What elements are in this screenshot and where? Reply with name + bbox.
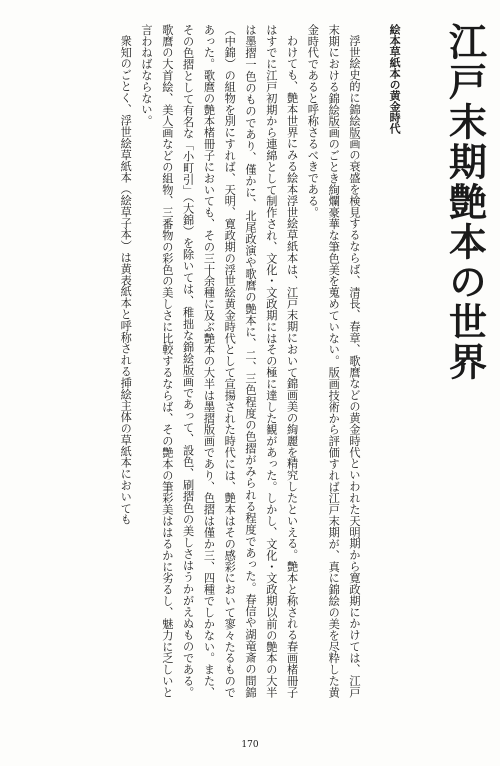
page-number: 170 bbox=[241, 740, 259, 750]
body-paragraph: 浮世絵史的に錦絵版画の衰盛を検見するならば、清長、春章、歌麿などの黄金時代といわれた天明期から寛政期にかけては、江戸末期における錦絵版画のごとき絢爛豪華な筆色美を蒐めていない。版画技術から評価すれば江戸末期が、真に錦絵の美を尽粋した黄金時代であると呼称さるべきである。 bbox=[306, 24, 361, 698]
article-title: 江戸末期艶本の世界 bbox=[442, 22, 488, 382]
body-paragraph: 衆知のごとく、浮世絵草紙本（絵草子本）は黄表紙本と呼称される挿絵主体の草紙本においても bbox=[119, 35, 133, 526]
section-heading: 絵本草紙本の黄金時代 bbox=[388, 24, 402, 134]
body-paragraph: わけても、艶本世界にみる絵本浮世絵草紙本は、江戸末期において錦画美の絢麗を精究したといえる。艶本と称される春画楮冊子はすでに江戸初期から連綿として制作され、文化・文政期にはその極に達した観があった。しかし、文化・文政期以前の艶本の大半は墨摺一色のものであり、僅かに、北尾政演や歌麿の艶本に、二、三色程度の色摺がみられる程度であった。春信や湖竜斎の間錦（中錦）の組物を別にすれば、天明、寛政期の浮世絵黄金時代として宣揚された時代には、艶本はその感彩において寥々たるものであった。歌麿の艶本楮冊子においても、その三十余種に及ぶ艶本の大半は墨摺版画であり、色摺は僅か三、四種でしかない。また、その色摺として有名な「小町引」（大錦）を除いては、稚拙な錦絵版画であって、設色、刷摺色の美しさはうかがえぬものである。歌麿の大首絵、美人画などの組物、三番物の彩色の美しさに比較するならば、その艶本の筆彩美ははるかに劣るし、魅力に乏しいと言わねばならない。 bbox=[140, 24, 299, 698]
article-body bbox=[24, 24, 364, 698]
